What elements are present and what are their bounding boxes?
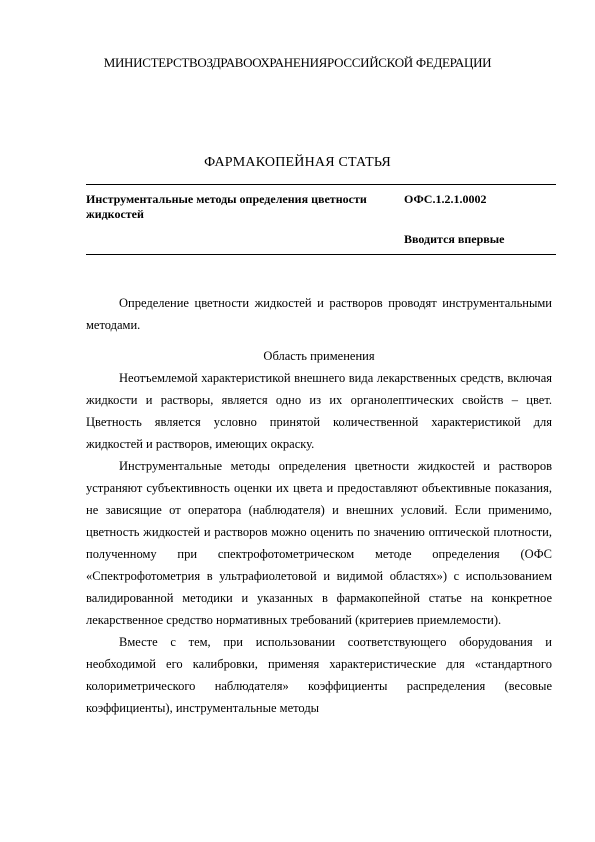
top-divider [86,184,556,185]
article-status: Вводится впервые [404,232,505,246]
paragraph-3: Вместе с тем, при использовании соответствующего оборудования и необходимой его калибровки, применяя характеристические для «стандартного колориметрического наблюдателя» коэффициенты распределения (весовые коэффициенты), инструментальные методы [86,635,552,715]
intro-paragraph: Определение цветности жидкостей и растворов проводят инструментальными методами. [86,296,552,332]
body-text [86,292,552,719]
section-heading: Область применения [263,349,375,363]
ministry-header: МИНИСТЕРСТВОЗДРАВООХРАНЕНИЯРОССИЙСКОЙ ФЕДЕРАЦИИ [103,55,492,70]
article-code: ОФС.1.2.1.0002 [404,192,487,206]
bottom-divider [86,254,556,255]
paragraph-1: Неотъемлемой характеристикой внешнего вида лекарственных средств, включая жидкости и растворы, является одно из их органолептических свойств – цвет. Цветность является условно принятой количественной характеристикой для жидкостей и растворов, имеющих окраску. [86,371,552,451]
document-type-title: ФАРМАКОПЕЙНАЯ СТАТЬЯ [204,155,391,170]
paragraph-2: Инструментальные методы определения цветности жидкостей и растворов устраняют субъективность оценки их цвета и предоставляют объективные показания, не зависящие от оператора (наблюдателя) и внешних условий. Если применимо, цветность жидкостей и растворов можно оценить по значению оптической плотности, полученному при спектрофотометрическом методе определения (ОФС «Спектрофотометрия в ультрафиолетовой и видимой областях») с использованием валидированной методики и указанных в фармакопейной статье на конкретное лекарственное средство нормативных требований (критериев приемлемости). [86,459,552,627]
article-title: Инструментальные методы определения цветности жидкостей [86,192,367,221]
